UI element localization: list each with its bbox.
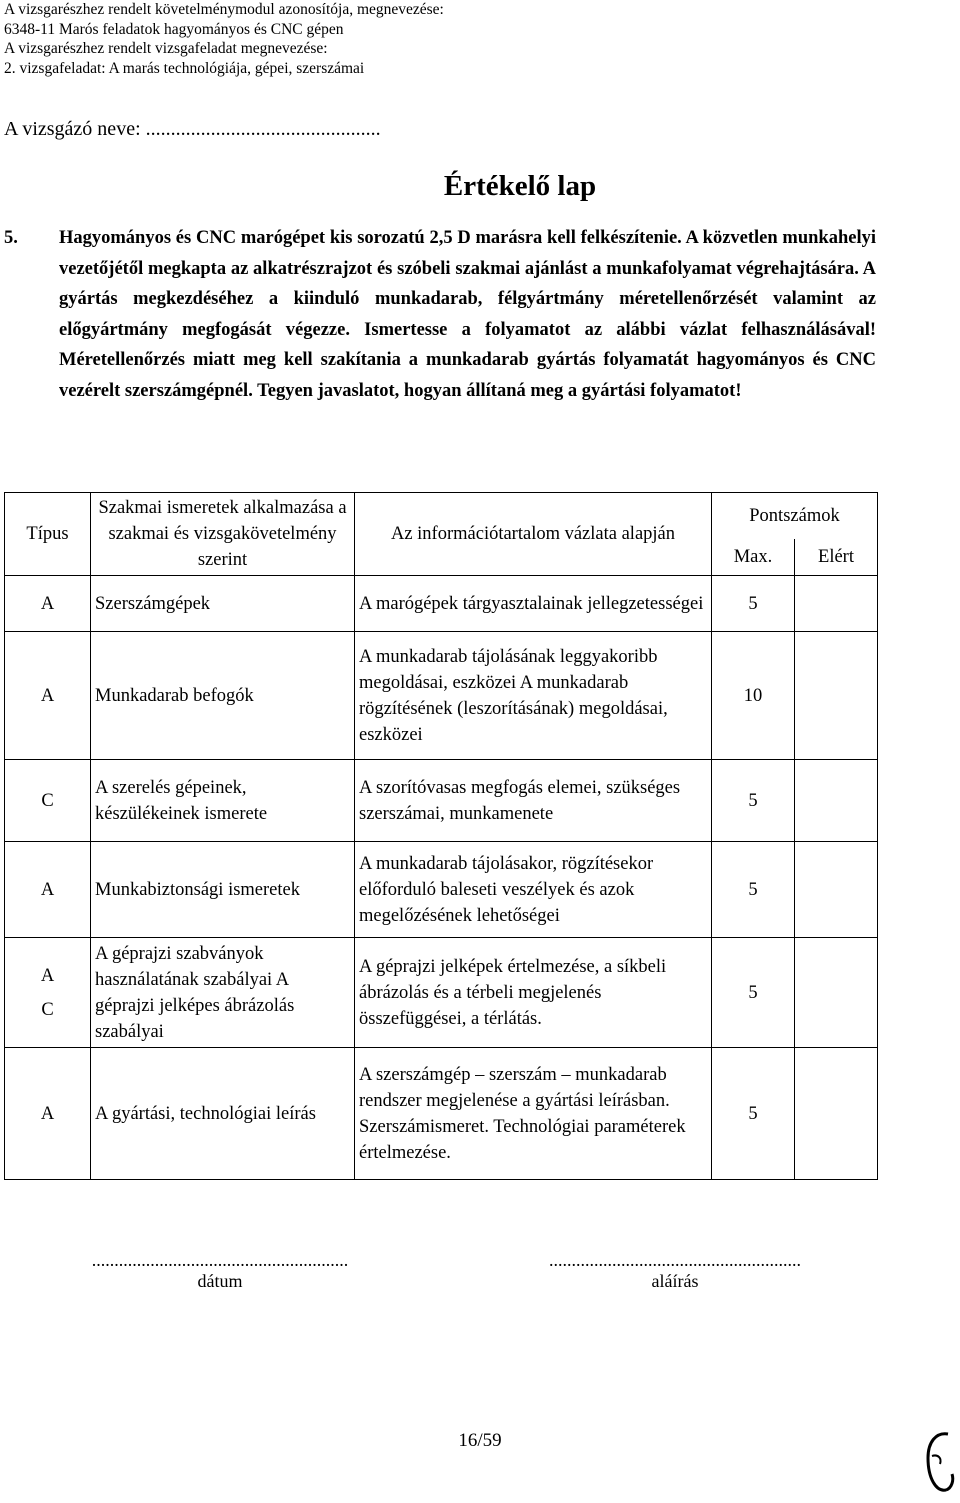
header-max: Max. [712,539,795,575]
signature-label: aláírás [651,1271,699,1291]
header-points: Pontszámok [712,493,878,540]
row-knowledge: A szerelés gépeinek, készülékeinek ismerete [91,760,355,842]
header-line-3: A vizsgarészhez rendelt vizsgafeladat megnevezése: [4,40,328,57]
row-achieved-points [795,1048,878,1180]
type-letter: A [40,685,55,706]
type-letter: C [41,999,54,1020]
signature-dots: ........................................................ [549,1250,801,1270]
row-type [5,760,91,842]
type-letter: A [40,1103,55,1124]
row-achieved-points [795,842,878,938]
row-info: A géprajzi jelképek értelmezése, a síkbeli ábrázolás és a térbeli megjelenés összefüggései, a térlátás. [355,938,712,1048]
row-type [5,842,91,938]
signature-block [535,1250,815,1292]
document-header [4,0,444,78]
task-description [4,223,876,406]
row-knowledge: A géprajzi szabványok használatának szabályai A géprajzi jelképes ábrázolás szabályai [91,938,355,1048]
header-line-4: 2. vizsgafeladat: A marás technológiája, gépei, szerszámai [4,59,365,77]
row-info: A marógépek tárgyasztalainak jellegzetességei [355,576,712,632]
header-info: Az információtartalom vázlata alapján [355,493,712,576]
row-max-points: 5 [712,842,795,938]
row-info: A munkadarab tájolásának leggyakoribb megoldásai, eszközei A munkadarab rögzítésének (leszorításának) megoldásai, eszközei [355,632,712,760]
type-letter: C [41,790,54,811]
header-line-1: A vizsgarészhez rendelt követelménymodul azonosítója, megnevezése: [4,1,444,18]
header-knowledge: Szakmai ismeretek alkalmazása a szakmai és vizsgakövetelmény szerint [91,493,355,576]
row-type [5,938,91,1048]
row-max-points: 5 [712,576,795,632]
page-number: 16/59 [458,1430,502,1451]
row-knowledge: A gyártási, technológiai leírás [91,1048,355,1180]
page-title: Értékelő lap [443,170,597,202]
row-achieved-points [795,576,878,632]
date-dots: ......................................................... [91,1250,349,1270]
header-achieved: Elért [795,539,878,575]
row-info: A szerszámgép – szerszám – munkadarab rendszer megjelenése a gyártási leírásban. Szerszámismeret. Technológiai paraméterek értelmezése. [355,1048,712,1180]
row-max-points: 5 [712,1048,795,1180]
date-signature-block [80,1250,360,1292]
row-achieved-points [795,632,878,760]
task-number: 5. [4,228,18,248]
type-letter: A [40,879,55,900]
examinee-name-line: A vizsgázó neve: ............................................... [4,118,381,140]
table-row [5,1048,878,1180]
row-knowledge: Munkabiztonsági ismeretek [91,842,355,938]
row-achieved-points [795,938,878,1048]
row-knowledge: Munkadarab befogók [91,632,355,760]
row-type [5,576,91,632]
row-info: A szorítóvasas megfogás elemei, szükséges szerszámai, munkamenete [355,760,712,842]
table-row [5,842,878,938]
table-row [5,576,878,632]
date-label: dátum [197,1271,243,1291]
table-row [5,938,878,1048]
publisher-logo-icon [918,1428,958,1500]
table-row [5,632,878,760]
row-achieved-points [795,760,878,842]
row-knowledge: Szerszámgépek [91,576,355,632]
row-type [5,1048,91,1180]
type-letter: A [40,593,55,614]
row-info: A munkadarab tájolásakor, rögzítésekor előforduló baleseti veszélyek és azok megelőzésének lehetőségei [355,842,712,938]
type-letter: A [40,965,55,986]
header-line-2: 6348-11 Marós feladatok hagyományos és CNC gépen [4,20,344,38]
evaluation-table [4,492,878,1180]
task-text: Hagyományos és CNC marógépet kis sorozatú 2,5 D marásra kell felkészítenie. A közvetlen munkahelyi vezetőjétől megkapta az alkatrészrajzot és szóbeli szakmai ajánlást a munkafolyamat végrehajtására. A gyártás megkezdéséhez a kiinduló munkadarab, félgyártmány méretellenőrzését valamint az előgyártmány megfogását végezze. Ismertesse a folyamatot az alábbi vázlat felhasználásával! Méretellenőrzés miatt meg kell szakítania a munkadarab gyártás folyamatát hagyományos és CNC vezérelt szerszámgépnél. Tegyen javaslatot, hogyan állítaná meg a gyártási folyamatot! [59,228,876,401]
header-type: Típus [5,493,91,576]
row-max-points: 5 [712,760,795,842]
row-max-points: 10 [712,632,795,760]
row-type [5,632,91,760]
row-max-points: 5 [712,938,795,1048]
table-row [5,760,878,842]
